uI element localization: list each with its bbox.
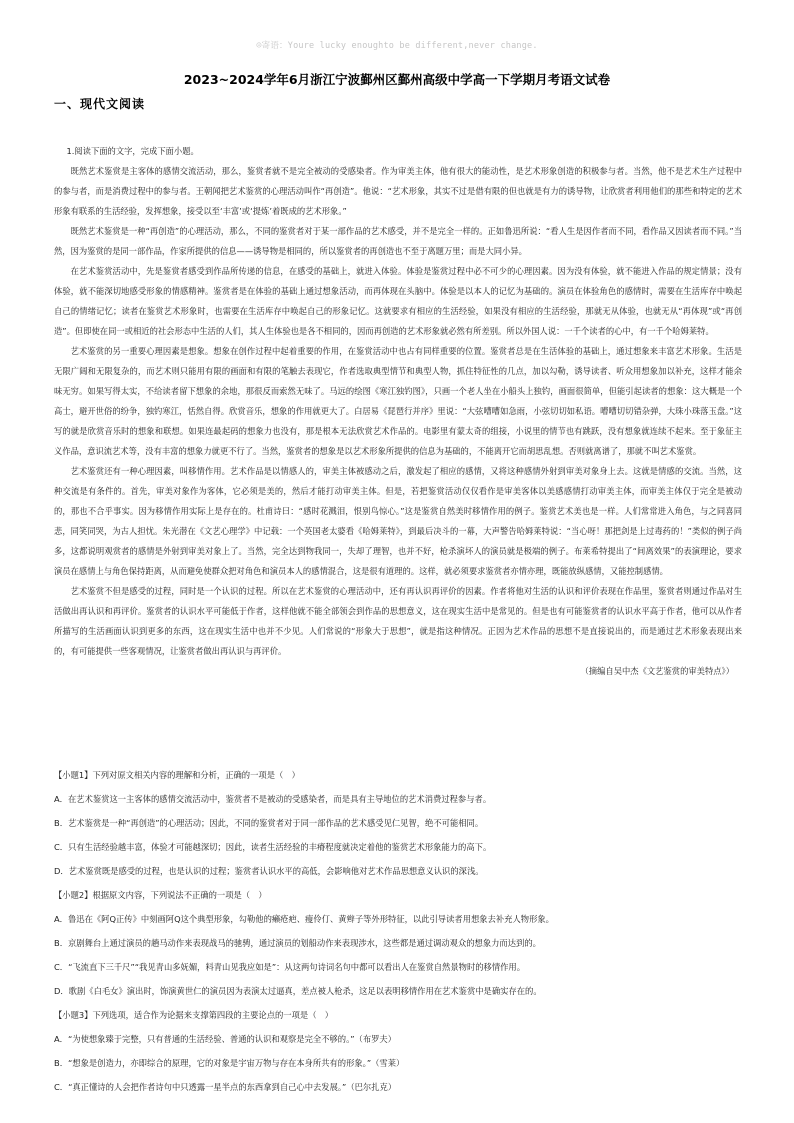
passage-paragraph: 在艺术鉴赏活动中，先是鉴赏者感受到作品所传递的信息，在感受的基础上，就进入体验。体验是鉴赏过程中必不可少的心理因素。因为没有体验，就不能进入作品的规定情景；没有体验，就不能深切地感受形象的情感精神。鉴赏者是在体验的基础上通过想象活动，而再体现在头脑中。体验是以本人的记忆为基础的。演员在体验角色的感情时，需要在生活库存中唤起自己的情绪记忆；读者在鉴赏艺术形象时，也需要在生活库存中唤起自己的形象记忆。这就要求有相应的生活经验，如果没有相应的生活经验，那就无从体验，也就无从“再体现”或“再创造”。但即使在同一或相近的社会形态中生活的人们，其人生体验也是各不相同的，因而再创造的艺术形象就必然有所差别。所以外国人说：一千个读者的心中，有一千个哈姆莱特。 — [54, 266, 742, 336]
question-stem: 【小题2】根据原文内容，下列说法不正确的一项是（ ） — [54, 890, 267, 900]
passage-paragraph: 艺术鉴赏的另一重要心理因素是想象。想象在创作过程中起着重要的作用，在鉴赏活动中也占有同样重要的位置。鉴赏者总是在生活体验的基础上，通过想象来丰富艺术形象。生活是无限广阔和无限复杂的，而艺术则只能用有限的画面和有限的笔触去表现它，作者选取典型情节和典型人物，抓住特征性的几点，加以勾勒，诱导读者、听众用想象加以补充，这样才能余味无穷。如果写得太实，不给读者留下想象的余地，那很反而索然无味了。马远的绘图《寒江独钓图》，只画一个老人坐在小船头上独钓，画面很简单，但能引起读者的想象：这大概是一个高士，避开世俗的纷争，独钓寒江，恬然自得。欣赏音乐，想象的作用就更大了。白居易《琵琶行并序》里说：“大弦嘈嘈如急雨，小弦切切如私语。嘈嘈切切错杂弹，大珠小珠落玉盘。”这写的就是欣赏音乐时的想象和联想。如果连最起码的想象力也没有，那是根本无法欣赏艺术作品的。电影里有蒙太奇的组接，小说里的情节也有跳跃，没有想象就连续不起来。至于象征主义作品，意识流艺术等，没有丰富的想象力就更不行了。当然，鉴赏者的想象是以艺术形象所提供的信息为基础的，不能离开它而胡思乱想。否则就离谱了，那就不叫艺术鉴赏。 — [54, 346, 742, 456]
question-option: C．“飞流直下三千尺”“我见青山多妩媚，料青山见我应如是”：从这两句诗词名句中都可以看出人在鉴赏自然景物时的移情作用。 — [54, 962, 526, 972]
passage-paragraph: 既然艺术鉴赏是一种“再创造”的心理活动，那么，不同的鉴赏者对于某一部作品的艺术感受，并不是完全一样的。正如鲁迅所说：“看人生是因作者而不同，看作品又因读者而不同。”当然，因为鉴赏的是同一部作品，作家所提供的信息——诱导物是相同的，所以鉴赏者的再创造也不至于离题万里；而是大同小异。 — [54, 226, 742, 256]
question-option: B．京剧舞台上通过演员的趟马动作来表现战马的驰骋，通过演员的划船动作来表现涉水，这些都是通过调动观众的想象力而达到的。 — [54, 938, 541, 948]
question-1 — [54, 763, 742, 883]
questions-section — [54, 763, 742, 1099]
passage-paragraph: 既然艺术鉴赏是主客体的感情交流活动，那么，鉴赏者就不是完全被动的受感染者。作为审美主体，他有很大的能动性，是艺术形象创造的积极参与者。当然，他不是艺术生产过程中的参与者，而是消费过程中的参与者。王朝闻把艺术鉴赏的心理活动叫作“再创造”。他说：“艺术形象，其实不过是借有限的但也就是有力的诱导物，让欣赏者利用他们的那些和特定的艺术形象有联系的生活经验，发挥想象，接受以至‘丰富’或‘提炼’着既成的艺术形象。” — [54, 166, 742, 216]
section-heading: 一、现代文阅读 — [54, 97, 146, 111]
passage-paragraph: 艺术鉴赏还有一种心理因素，叫移情作用。艺术作品是以情感人的，审美主体被感动之后，激发起了相应的感情，又将这种感情外射到审美对象身上去。这就是情感的交流。当然，这种交流是有条件的。首先，审美对象作为客体，它必须是美的，然后才能打动审美主体。但是，若把鉴赏活动仅仅看作是审美客体以美感感情打动审美主体，而审美主体仅于完全是被动的，那也不合乎事实。因为移情作用实际上是存在的。杜甫诗曰：“感时花溅泪，恨别鸟惊心。”这是鉴赏自然美时移情作用的例子。鉴赏艺术美也是一样。人们常常进入角色，与之同喜同悲，同笑同哭，为古人担忧。朱光潜在《文艺心理学》中记载：一个英国老太婆看《哈姆莱特》，到最后决斗的一幕，大声警告哈姆莱特说：“当心呀！那把剑是上过毒药的！”类似的例子尚多，这都说明观赏者的感情是外射到审美对象上了。当然，完全达到物我同一，失却了理智，也并不好，枪杀演坏人的演员就是极端的例子。布莱希特提出了“间离效果”的表演理论，要求演员在感情上与角色保持距离，从而避免使群众把对角色和演员本人的感情混合，这是很有道理的。这样，就必须要求鉴赏者亦情亦理，既能放纵感情，又能控制感情。 — [54, 466, 742, 576]
reading-passage — [54, 141, 742, 681]
page-title: 2023~2024学年6月浙江宁波鄞州区鄞州高级中学高一下学期月考语文试卷 — [183, 72, 611, 87]
question-option: A．在艺术鉴赏这一主客体的感情交流活动中，鉴赏者不是被动的受感染者，而是具有主导地位的艺术消费过程参与者。 — [54, 794, 492, 804]
question-option: C．“真正懂诗的人会把作者诗句中只透露一星半点的东西拿到自己心中去发展。”（巴尔扎克） — [54, 1082, 397, 1092]
question-option: A．“为使想象臻于完整，只有普通的生活经验、普通的认识和观察是完全不够的。”（布罗夫） — [54, 1034, 397, 1044]
question-option: B．艺术鉴赏是一种“再创造”的心理活动；因此，不同的鉴赏者对于同一部作品的艺术感受见仁见智，绝不可能相同。 — [54, 818, 484, 828]
question-option: B．“想象是创造力，亦即综合的原理，它的对象是宇宙万物与存在本身所共有的形象。”（雪莱） — [54, 1058, 405, 1068]
question-option: D．歌剧《白毛女》演出时，饰演黄世仁的演员因为表演太过逼真，差点被人枪杀，这足以表明移情作用在艺术鉴赏中是确实存在的。 — [54, 986, 542, 996]
watermark: ☺寄语：Youre lucky enoughto be different,never change. — [256, 41, 538, 51]
passage-paragraph: 艺术鉴赏不但是感受的过程，同时是一个认识的过程。所以在艺术鉴赏的心理活动中，还有再认识再评价的因素。作者将他对生活的认识和评价表现在作品里，鉴赏者则通过作品对生活做出再认识和再评价。鉴赏者的认识水平可能低于作者，这样他就不能全部领会到作品的思想意义，这在现实生活中是常见的。但是也有可能鉴赏者的认识水平高于作者，他可以从作者所描写的生活画面认识到更多的东西，这在现实生活中也并不少见。人们常说的“形象大于思想”，就是指这种情况。正因为艺术作品的思想不是直接说出的，而是通过艺术形象表现出来的，有可能提供一些客观情况，让鉴赏者做出再认识与再评价。 — [54, 586, 742, 656]
question-option: C．只有生活经验越丰富，体验才可能越深切；因此，读者生活经验的丰瘠程度就决定着他的鉴赏艺术形象能力的高下。 — [54, 842, 492, 852]
question-3 — [54, 1003, 742, 1099]
question-option: A．鲁迅在《阿Q正传》中刻画阿Q这个典型形象，勾勒他的癞疮疤、瘦伶仃、黄辫子等外形特征，以此引导读者用想象去补充人物形象。 — [54, 914, 554, 924]
passage-intro: 1.阅读下面的文字，完成下面小题。 — [66, 146, 199, 156]
question-2 — [54, 883, 742, 1003]
question-option: D．艺术鉴赏既是感受的过程，也是认识的过程；鉴赏者认识水平的高低，会影响他对艺术作品思想意义认识的深浅。 — [54, 866, 484, 876]
passage-source: （摘编自吴中杰《文艺鉴赏的审美特点》） — [580, 666, 734, 676]
question-stem: 【小题3】下列选项，适合作为论据来支撑第四段的主要论点的一项是（ ） — [54, 1010, 334, 1020]
question-stem: 【小题1】下列对原文相关内容的理解和分析，正确的一项是（ ） — [54, 770, 300, 780]
